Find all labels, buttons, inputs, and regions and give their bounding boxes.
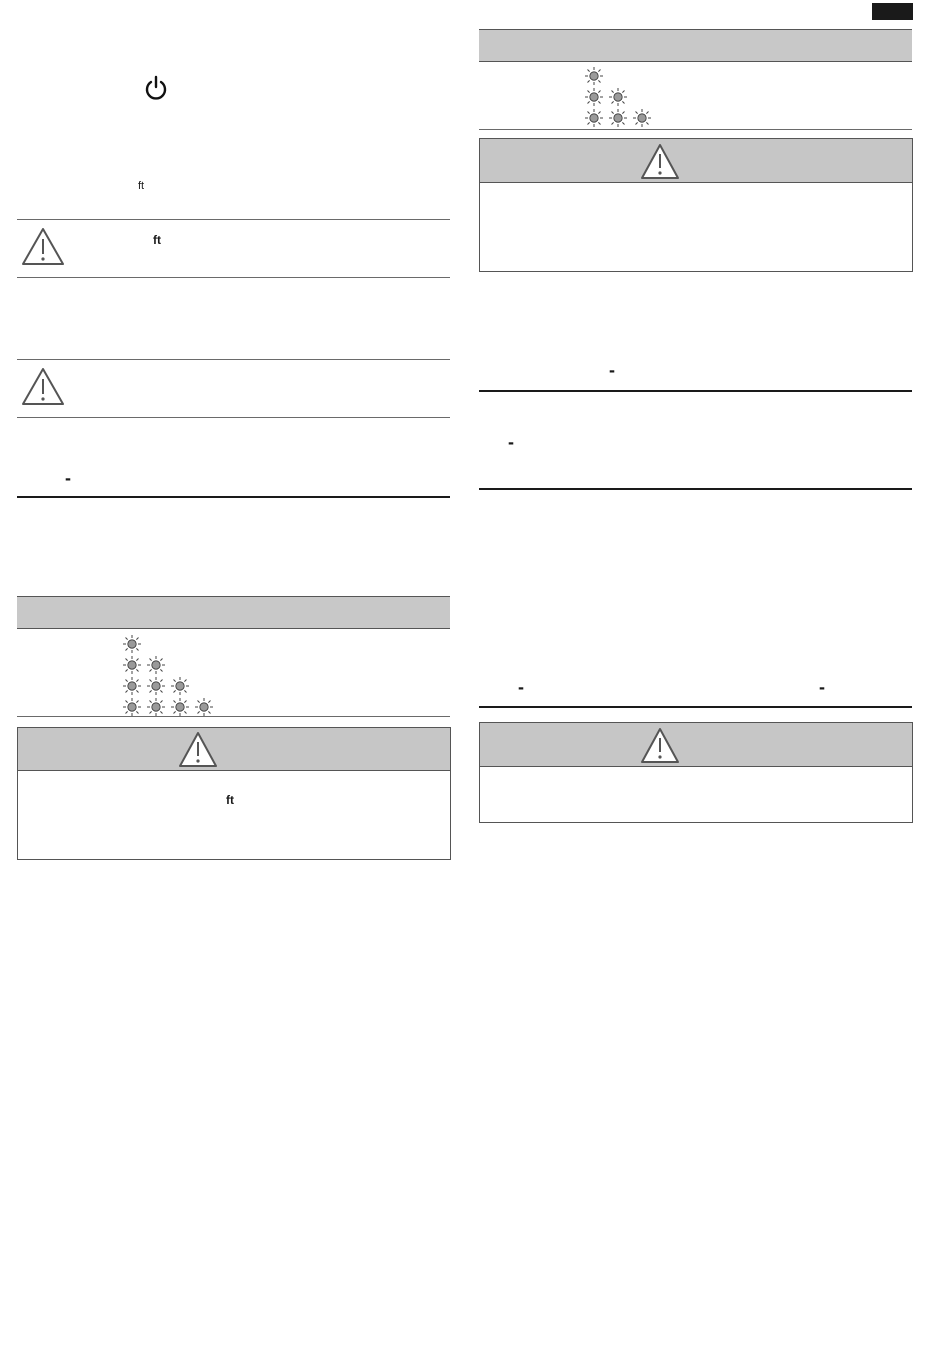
divider (17, 417, 450, 418)
blinking-light-icon (146, 697, 166, 717)
ft-mark-1: ft (138, 180, 145, 192)
dash-mark-3: - (508, 432, 514, 452)
blinking-light-icon (584, 66, 604, 86)
table-header-bar (17, 596, 450, 629)
blinking-light-icon (170, 697, 190, 717)
table-bottom-rule (479, 129, 912, 130)
table-bottom-rule (17, 716, 450, 717)
blinking-light-icon (122, 655, 142, 675)
dash-mark-4: - (518, 677, 524, 697)
blinking-light-icon (122, 676, 142, 696)
dash-mark-5: - (819, 677, 825, 697)
warning-box (17, 727, 451, 860)
blinking-light-icon (632, 108, 652, 128)
ft-mark-2: ft (153, 233, 161, 247)
dash-mark-1: - (65, 468, 71, 488)
power-icon (143, 74, 169, 102)
divider (17, 219, 450, 220)
warning-triangle-icon (640, 143, 680, 181)
table-header-bar (479, 29, 912, 62)
section-divider (479, 706, 912, 708)
warning-box (479, 722, 913, 823)
blinking-light-icon (584, 87, 604, 107)
section-divider (17, 496, 450, 498)
warning-triangle-icon (20, 226, 66, 268)
blinking-light-icon (170, 676, 190, 696)
divider (17, 277, 450, 278)
warning-box-header (480, 723, 912, 767)
warning-triangle-icon (640, 727, 680, 765)
warning-box (479, 138, 913, 272)
dash-mark-2: - (609, 360, 615, 380)
ft-mark-3: ft (226, 793, 234, 807)
section-divider (479, 390, 912, 392)
warning-triangle-icon (20, 366, 66, 408)
blinking-light-icon (608, 87, 628, 107)
blinking-light-icon (122, 634, 142, 654)
warning-box-header (480, 139, 912, 183)
divider (17, 359, 450, 360)
warning-triangle-icon (178, 731, 218, 769)
blinking-light-icon (122, 697, 142, 717)
blinking-light-icon (608, 108, 628, 128)
blinking-light-icon (194, 697, 214, 717)
blinking-light-icon (146, 655, 166, 675)
warning-box-header (18, 728, 450, 771)
language-tab (872, 3, 913, 20)
blinking-light-icon (146, 676, 166, 696)
section-divider (479, 488, 912, 490)
blinking-light-icon (584, 108, 604, 128)
